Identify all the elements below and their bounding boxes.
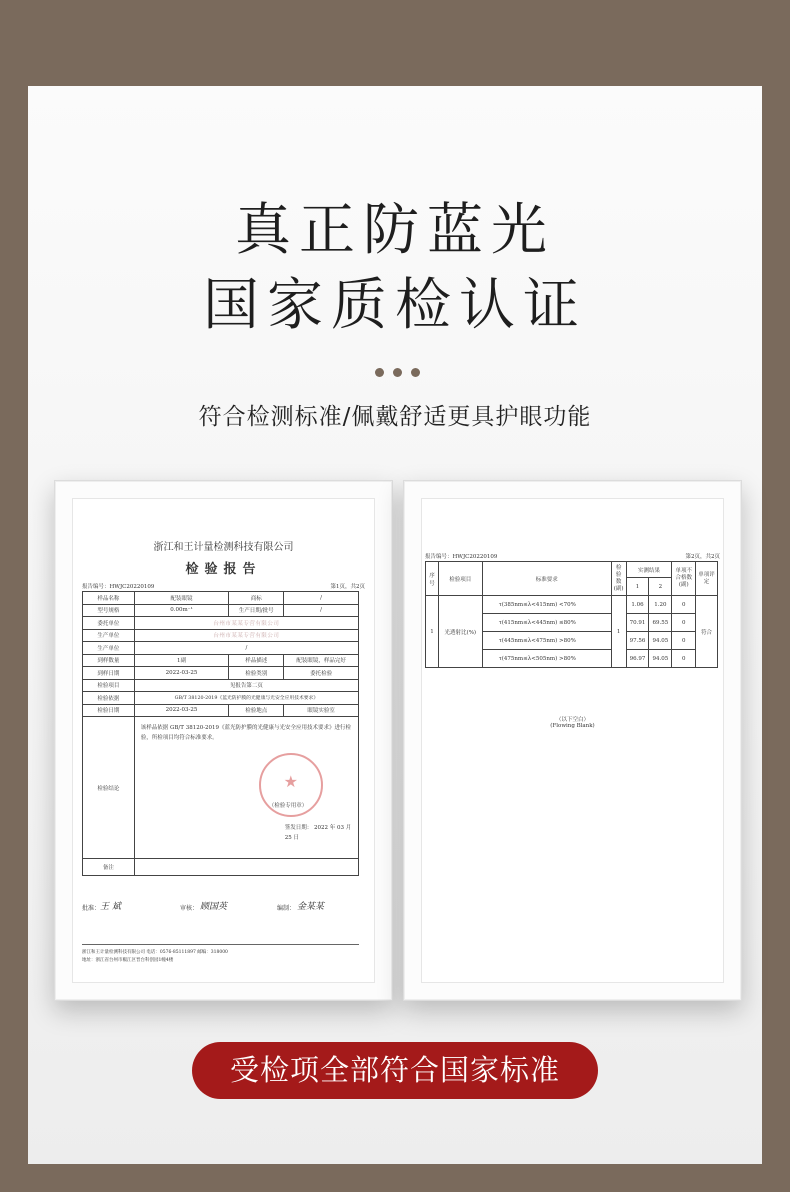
header-m1: 1 bbox=[626, 578, 649, 596]
table-row bbox=[83, 692, 359, 705]
fail-count: 0 bbox=[672, 614, 696, 632]
report-title: 检验报告 bbox=[185, 562, 262, 577]
fail-count: 0 bbox=[672, 596, 696, 614]
divider-dots bbox=[375, 368, 420, 377]
approve-signature: 王 斌 bbox=[100, 902, 121, 912]
author-signature: 金某某 bbox=[297, 902, 325, 912]
measured-2: 1.20 bbox=[649, 596, 672, 614]
requirement-cell: τ(445nm≤λ<475nm) >80% bbox=[482, 632, 611, 650]
footer-line2: 地址：浙江省台州市椒江区晋台科创园1幢4楼 bbox=[82, 958, 174, 963]
table-row bbox=[426, 596, 718, 614]
header-fail-count: 单项不合格数(副) bbox=[672, 562, 696, 596]
row-verdict: 符合 bbox=[696, 596, 718, 668]
form-value: 配装眼镜 bbox=[134, 592, 229, 605]
certificate-page1 bbox=[72, 498, 375, 983]
form-label: 检验日期 bbox=[83, 704, 135, 717]
form-value: 配装眼镜，样品完好 bbox=[284, 654, 359, 667]
table-row bbox=[83, 704, 359, 717]
requirement-cell: τ(385nm≤λ<415nm) <70% bbox=[482, 596, 611, 614]
form-label: 样品描述 bbox=[229, 654, 284, 667]
form-value: 2022-03-25 bbox=[134, 667, 229, 680]
form-value: / bbox=[134, 642, 358, 655]
stamp-label: （检验专用章） bbox=[268, 803, 308, 809]
results-table bbox=[425, 561, 718, 668]
requirement-cell: τ(475nm≤λ<505nm) >80% bbox=[482, 650, 611, 668]
row-no: 1 bbox=[426, 596, 439, 668]
header-verdict: 单项评定 bbox=[696, 562, 718, 596]
header-m2: 2 bbox=[649, 578, 672, 596]
form-value: / bbox=[284, 604, 359, 617]
footer-divider bbox=[82, 944, 359, 945]
poster-canvas bbox=[28, 86, 762, 1164]
table-row bbox=[83, 592, 359, 605]
form-value: 委托检验 bbox=[284, 667, 359, 680]
certificate-frame-page1 bbox=[54, 480, 393, 1001]
form-label: 商标 bbox=[229, 592, 284, 605]
form-label: 到样日期 bbox=[83, 667, 135, 680]
conclusion-text: 该样品依据 GB/T 38120-2019《蓝光防护膜的光健康与光安全应用技术要求》进行检验，所检项目均符合标准要求。 bbox=[140, 725, 352, 741]
measured-1: 70.91 bbox=[626, 614, 649, 632]
form-value: 2022-03-25 bbox=[134, 704, 229, 717]
blank-note-en: (Flowing Blank) bbox=[550, 723, 595, 729]
page-number: 第2页，共2页 bbox=[685, 554, 720, 560]
certificate-frame-page2 bbox=[403, 480, 742, 1001]
form-value: 0.00m⁻¹ bbox=[134, 604, 229, 617]
page-number: 第1页，共2页 bbox=[330, 584, 365, 590]
conclusion-cell bbox=[134, 717, 358, 859]
table-row bbox=[83, 617, 359, 630]
header-item: 检验项目 bbox=[438, 562, 482, 596]
dot-icon bbox=[411, 368, 420, 377]
header-no: 序号 bbox=[426, 562, 439, 596]
dot-icon bbox=[393, 368, 402, 377]
footer-line1: 浙江和王计量检测科技有限公司 电话：0576-85111897 邮编：318000 bbox=[82, 950, 228, 955]
form-label: 检验类别 bbox=[229, 667, 284, 680]
certificate-page2 bbox=[421, 498, 724, 983]
headline-line2: 国家质检认证 bbox=[203, 273, 587, 338]
form-value: 台州市某某专营有限公司 bbox=[134, 629, 358, 642]
star-icon: ★ bbox=[283, 772, 298, 791]
subtitle: 符合检测标准/佩戴舒适更具护眼功能 bbox=[198, 404, 592, 430]
author-label: 编制： bbox=[277, 905, 296, 912]
form-value: 台州市某某专营有限公司 bbox=[134, 617, 358, 630]
review-signature: 顾国英 bbox=[200, 902, 228, 912]
measured-1: 1.06 bbox=[626, 596, 649, 614]
form-value: / bbox=[284, 592, 359, 605]
form-value: GB/T 38120-2019《蓝光防护膜的光健康与光安全应用技术要求》 bbox=[134, 692, 358, 705]
measured-2: 94.05 bbox=[649, 632, 672, 650]
measured-1: 96.97 bbox=[626, 650, 649, 668]
measured-1: 97.56 bbox=[626, 632, 649, 650]
report-number: 报告编号：HWJC20220109 bbox=[425, 554, 498, 560]
form-value: 1副 bbox=[134, 654, 229, 667]
row-item: 光透射比(%) bbox=[438, 596, 482, 668]
form-value: 见报告第二页 bbox=[134, 679, 358, 692]
row-qty: 1 bbox=[611, 596, 626, 668]
form-label: 备注 bbox=[83, 859, 135, 876]
compliance-banner: 受检项全部符合国家标准 bbox=[192, 1042, 598, 1099]
table-row bbox=[83, 654, 359, 667]
header-requirement: 标准要求 bbox=[482, 562, 611, 596]
table-header-row bbox=[426, 562, 718, 578]
dot-icon bbox=[375, 368, 384, 377]
report-number: 报告编号：HWJC20220109 bbox=[82, 584, 155, 590]
fail-count: 0 bbox=[672, 632, 696, 650]
form-label: 生产日期/批号 bbox=[229, 604, 284, 617]
company-name: 浙江和王计量检测科技有限公司 bbox=[153, 542, 294, 553]
header-qty: 检验数(副) bbox=[611, 562, 626, 596]
form-label: 样品名称 bbox=[83, 592, 135, 605]
form-label: 生产单位 bbox=[83, 629, 135, 642]
form-label: 检验项目 bbox=[83, 679, 135, 692]
table-row bbox=[83, 604, 359, 617]
form-label: 到样数量 bbox=[83, 654, 135, 667]
form-value bbox=[134, 859, 358, 876]
measured-2: 94.05 bbox=[649, 650, 672, 668]
form-label: 检验地点 bbox=[229, 704, 284, 717]
measured-2: 69.55 bbox=[649, 614, 672, 632]
table-row bbox=[83, 679, 359, 692]
form-label: 检验结论 bbox=[83, 717, 135, 859]
requirement-cell: τ(415nm≤λ<445nm) ≤80% bbox=[482, 614, 611, 632]
form-label: 委托单位 bbox=[83, 617, 135, 630]
blank-note: （以下空白） bbox=[555, 717, 589, 723]
table-row bbox=[83, 642, 359, 655]
issue-date: 签发日期： 2022 年 03 月 25 日 bbox=[284, 825, 352, 841]
review-label: 审核： bbox=[180, 905, 199, 912]
form-label: 型号规格 bbox=[83, 604, 135, 617]
table-row bbox=[83, 667, 359, 680]
table-row bbox=[83, 629, 359, 642]
form-value: 眼镜实验室 bbox=[284, 704, 359, 717]
form-label: 检验依据 bbox=[83, 692, 135, 705]
form-label: 生产单位 bbox=[83, 642, 135, 655]
fail-count: 0 bbox=[672, 650, 696, 668]
table-row bbox=[83, 717, 359, 859]
headline-line1: 真正防蓝光 bbox=[235, 198, 555, 263]
inspection-form-table bbox=[82, 591, 359, 876]
approve-label: 批准： bbox=[82, 905, 101, 912]
table-row bbox=[83, 859, 359, 876]
header-measured: 实测结果 bbox=[626, 562, 672, 578]
